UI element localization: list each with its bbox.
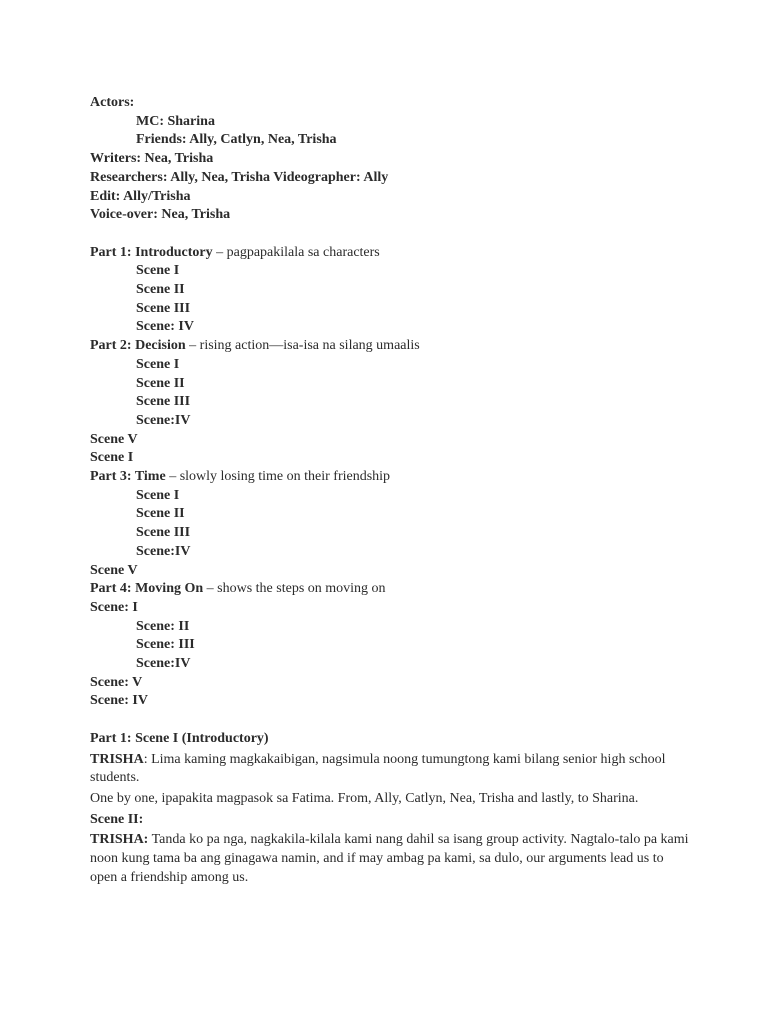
part1-scene: Scene III — [136, 300, 191, 316]
document-body — [90, 94, 690, 888]
part4-scene: Scene: I — [90, 599, 138, 615]
part1-scene: Scene II — [136, 282, 185, 298]
edit-line: Edit: Ally/Trisha — [90, 188, 191, 204]
actors-label: Actors: — [90, 95, 135, 110]
part1-scene: Scene I — [136, 263, 180, 279]
part3-scene: Scene:IV — [136, 543, 191, 559]
mc-line: MC: Sharina — [136, 113, 215, 129]
trisha-dialogue-2: TRISHA: Tanda ko pa nga, nagkakila-kilala kami nang dahil sa isang group activity. Nagtalo-talo pa kami noon kung tama ba ang ginagawa namin, and if may ambag pa kami, sa dulo, our arguments lead us to open a friendship among us. — [90, 832, 689, 885]
part4-scene: Scene: II — [136, 618, 190, 634]
part2-heading: Part 2: Decision – rising action—isa-isa na silang umaalis — [90, 338, 420, 354]
voiceover-line: Voice-over: Nea, Trisha — [90, 207, 231, 223]
friends-line: Friends: Ally, Catlyn, Nea, Trisha — [136, 132, 337, 148]
part2-scene: Scene V — [90, 431, 138, 447]
part3-heading: Part 3: Time – slowly losing time on their friendship — [90, 469, 391, 485]
part1-heading: Part 1: Introductory – pagpapakilala sa characters — [90, 244, 380, 260]
part2-scene: Scene III — [136, 394, 191, 410]
part4-scene: Scene: V — [90, 674, 143, 690]
part3-scene: Scene I — [136, 487, 180, 503]
researchers-line: Researchers: Ally, Nea, Trisha Videographer: Ally — [90, 169, 389, 185]
stage-direction: One by one, ipapakita magpasok sa Fatima. From, Ally, Catlyn, Nea, Trisha and lastly, to Sharina. — [90, 790, 639, 806]
writers-line: Writers: Nea, Trisha — [90, 151, 214, 167]
script-heading-scene2: Scene II: — [90, 811, 144, 827]
part3-scene: Scene V — [90, 562, 138, 578]
part2-scene: Scene II — [136, 375, 185, 391]
part1-scene: Scene: IV — [136, 319, 194, 335]
part4-scene: Scene: IV — [90, 693, 148, 709]
part2-scene: Scene I — [90, 450, 134, 466]
trisha-dialogue-1: TRISHA: Lima kaming magkakaibigan, nagsimula noong tumungtong kami bilang senior high school students. — [90, 751, 666, 786]
part2-scene: Scene:IV — [136, 412, 191, 428]
part4-scene: Scene: III — [136, 637, 195, 653]
part3-scene: Scene II — [136, 506, 185, 522]
part3-scene: Scene III — [136, 525, 191, 541]
part4-scene: Scene:IV — [136, 656, 191, 672]
script-heading-part1: Part 1: Scene I (Introductory) — [90, 730, 269, 746]
part4-heading: Part 4: Moving On – shows the steps on moving on — [90, 581, 386, 597]
part2-scene: Scene I — [136, 356, 180, 372]
